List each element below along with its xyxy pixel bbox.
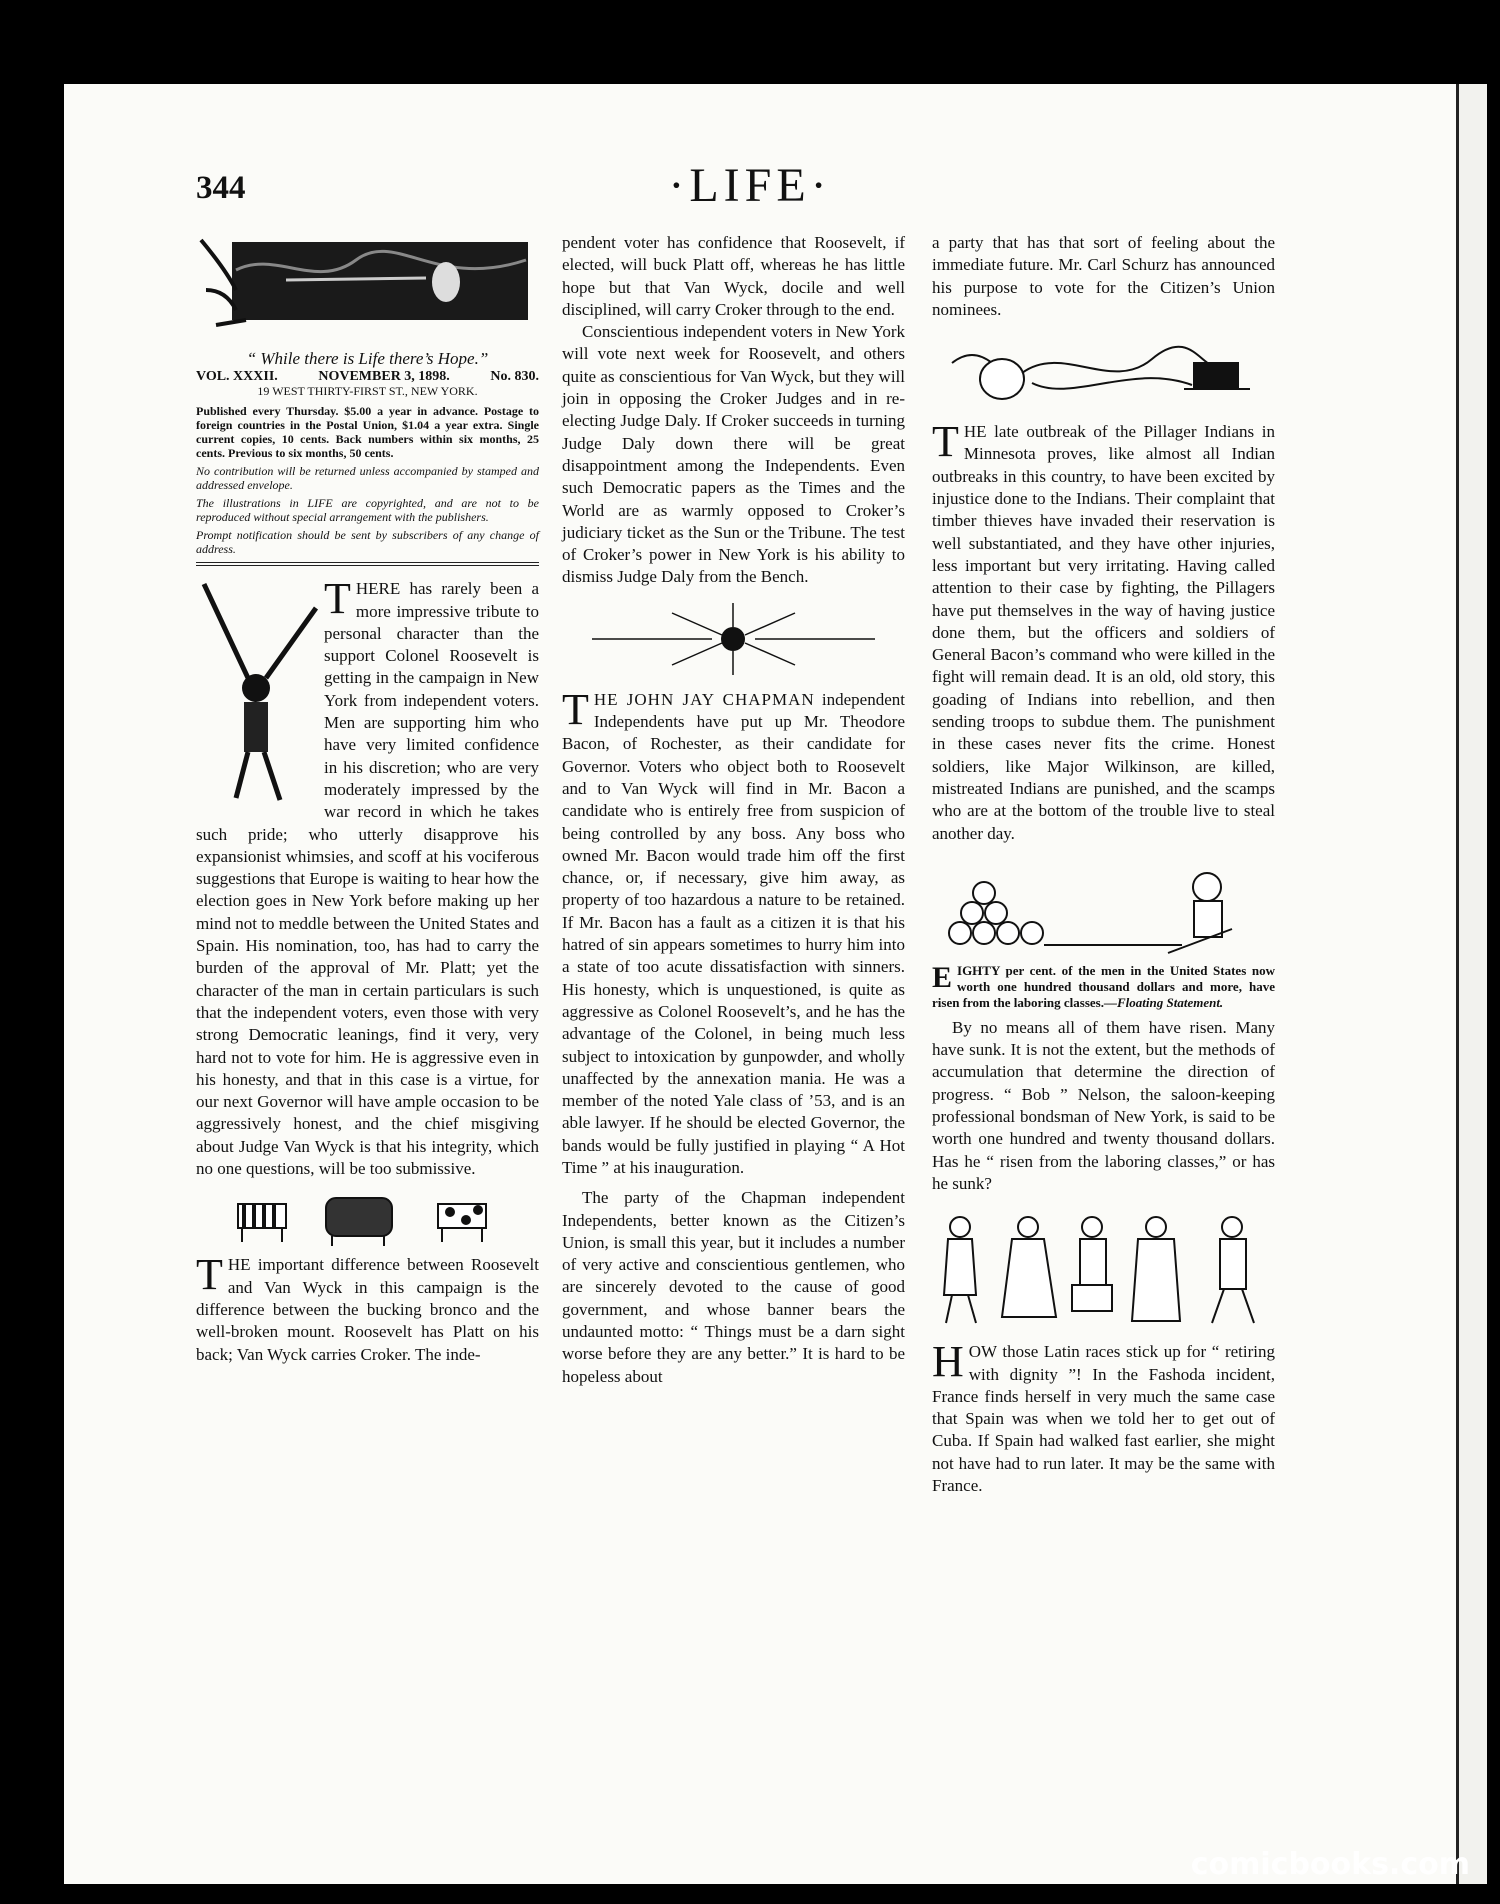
figures-procession-illustration	[932, 1205, 1275, 1331]
article-pillager	[932, 417, 1275, 845]
paragraph: Conscientious independent voters in New York will vote next week for Roosevelt, and others quite as conscientious for Van Wyck, but they will join in opposing the Croker Judges and in re-electing Judge Daly. If Croker succeeds in turning Judge Daly down there will be great disappointment among the Independents. Even such Democratic papers as the Times and the World are as warmly opposed to Croker’s judiciary ticket as the Sun or the Tribune. The test of Croker’s power in New York is his ability to dismiss Judge Daly from the Bench.	[562, 322, 905, 587]
paragraph: a party that has that sort of feeling about the immediate future. Mr. Carl Schurz has announced his purpose to vote for the Citizen’s Union nominees.	[932, 233, 1275, 319]
column-2	[562, 232, 905, 1388]
article-text: HE late outbreak of the Pillager Indians in Minnesota proves, like almost all Indian outbreaks in this country, to have been excited by injustice done to the Indians. Their complaint that timber thieves have invaded their reservation is well substantiated, and they have other injuries, less important but very irritating. Having called attention to their case by fighting, the Pillagers have put themselves in the way of having justice done them, but the officers and soldiers of General Bacon’s command who were killed in the fight will remain dead. It is an old, old story, this goading of Indians into rebellion, and then sending troops to subdue them. The punishment in these cases never fits the crime. Honest soldiers, like Major Wilkinson, are killed, mistreated Indians are punished, and the scamps who are at the bottom of the trouble live to steal another day.	[932, 422, 1275, 843]
column-1	[196, 230, 539, 1366]
paragraph: The party of the Chapman independent Independents, better known as the Citizen’s Union, is small this year, but it includes a number of very active and conscientious gentlemen, who are sincerely devoted to the cause of good government, and whose banner bears the undaunted motto: “ Things must be a darn sight worse before they are any better.” It is hard to be hopeless about	[562, 1188, 905, 1386]
issue-number: No. 830.	[490, 369, 539, 385]
article-text: HERE has rarely been a more impressive tribute to personal character than the support Colonel Roosevelt is getting in the campaign in New York from independent voters. Men are supporting him who have very limited confidence in his discretion; who are very moderately impressed by the war record in which he takes such pride; who utterly disapprove his expansionist whimsies, and scoff at his vociferous suggestions that Europe is waiting to hear how the election goes in New York before making up her mind not to meddle between the United States and Spain. His nomination, too, has had to carry the burden of the approval of Mr. Platt; yet the character of the man in certain particulars is such that the independent voters, even those with very strong Democratic leanings, find it very, very hard not to vote for him. He is aggressive even in his honesty, and that in this case is a virtue, for our next Governor will have ample occasion to be aggressively honest, and the chief misgiving about Judge Van Wyck is that his integrity, which no one questions, will be too submissive.	[196, 579, 539, 1179]
article-lead: HE JOHN JAY CHAPMAN	[593, 689, 815, 709]
drop-cap-t: T	[562, 684, 589, 734]
article-text: HE important difference between Roosevelt and Van Wyck in this campaign is the difference between the bucking bronco and the well-broken mount. Roosevelt has Platt on his back; Van Wyck carries Croker. The inde-	[196, 1255, 539, 1364]
article-latin-races	[932, 1337, 1275, 1497]
animals-illustration	[198, 1190, 538, 1248]
notice-copyright: The illustrations in LIFE are copyrighted, and are not to be reproduced without special arrangement with the publishers.	[196, 496, 539, 525]
watermark: comicbooks.com	[1190, 1847, 1470, 1882]
drop-cap-h: H	[932, 1337, 964, 1387]
quote-statement	[932, 960, 1275, 1011]
motto: “ While there is Life there’s Hope.”	[246, 349, 489, 368]
masthead-title: ·LIFE·	[668, 159, 832, 212]
paragraph: pendent voter has confidence that Roosevelt, if elected, will buck Platt off, whereas he has little hope but that Van Wyck, docile and well disciplined, will carry Croker through to the end.	[562, 233, 905, 319]
teapot-hat-illustration	[932, 333, 1275, 411]
sunburst-ornament	[562, 599, 905, 679]
issue-date: NOVEMBER 3, 1898.	[318, 369, 450, 385]
moneybags-illustration	[932, 863, 1275, 959]
notice-address-change: Prompt notification should be sent by subscribers of any change of address.	[196, 528, 539, 557]
header-illustration	[196, 230, 536, 342]
volume-line	[196, 370, 539, 384]
volume: VOL. XXXII.	[196, 369, 278, 385]
quote-text: IGHTY per cent. of the men in the United States now worth one hundred thousand dollars and more, have risen from the laboring classes.	[932, 962, 1275, 1010]
page-number: 344	[196, 170, 246, 206]
drop-cap-t: T	[932, 417, 959, 467]
facing-page-edge	[1456, 84, 1487, 1884]
drop-cap-t: T	[196, 1250, 223, 1300]
article-chapman	[562, 684, 905, 1180]
divider	[196, 562, 539, 566]
address: 19 WEST THIRTY-FIRST ST., NEW YORK.	[257, 384, 478, 399]
column-3	[932, 232, 1275, 1497]
drop-cap-e: E	[932, 960, 953, 994]
notice-contributions: No contribution will be returned unless accompanied by stamped and addressed envelope.	[196, 464, 539, 493]
publish-info: Published every Thursday. $5.00 a year in advance. Postage to foreign countries in the Postal Union, $1.04 a year extra. Single current copies, 10 cents. Back numbers within six months, 25 cents. Previous to six months, 50 cents.	[196, 404, 539, 461]
quote-source: —Floating Statement.	[1104, 994, 1224, 1010]
article-text: OW those Latin races stick up for “ retiring with dignity ”! In the Fashoda incident, France finds herself in very much the same case that Spain was when we told her to get out of Cuba. If Spain had walked fast earlier, she might not have had to run later. It may be the same with France.	[932, 1342, 1275, 1495]
monkey-rifles-illustration	[196, 578, 324, 808]
drop-cap-t: T	[324, 574, 351, 624]
article-bronco	[196, 1250, 539, 1365]
article-text: independent Independents have put up Mr. Theodore Bacon, of Rochester, as their candidate for Governor. Voters who object both to Roosevelt and to Van Wyck will find in Mr. Bacon a candidate who is entirely free from suspicion of being controlled by any boss. Any boss who owned Mr. Bacon would trade him off the first chance, or, if necessary, give him away, as property of too hazardous a nature to be retained. If Mr. Bacon has a fault as a citizen it is that his hatred of sin appears sometimes to hurry him into a state of too acute dissatisfaction with sinners. His honesty, which is unquestioned, is quite as aggressive as Colonel Roosevelt’s, and he has the advantage of the Colonel, in being much less subject to intoxication by gunpowder, and wholly unaffected by the annexation mania. He was a member of the noted Yale class of ’53, and is an able lawyer. If he should be elected Governor, the bands would be fully justified in playing “ A Hot Time ” at his inauguration.	[562, 689, 905, 1177]
paragraph: By no means all of them have risen. Many have sunk. It is not the extent, but the methods of accumulation that determine the direction of progress. “ Bob ” Nelson, the saloon-keeping professional bondsman of New York, is said to be worth one hundred and twenty thousand dollars. Has he “ risen from the laboring classes,” or has he sunk?	[932, 1017, 1275, 1193]
article-roosevelt-support	[196, 574, 539, 1180]
